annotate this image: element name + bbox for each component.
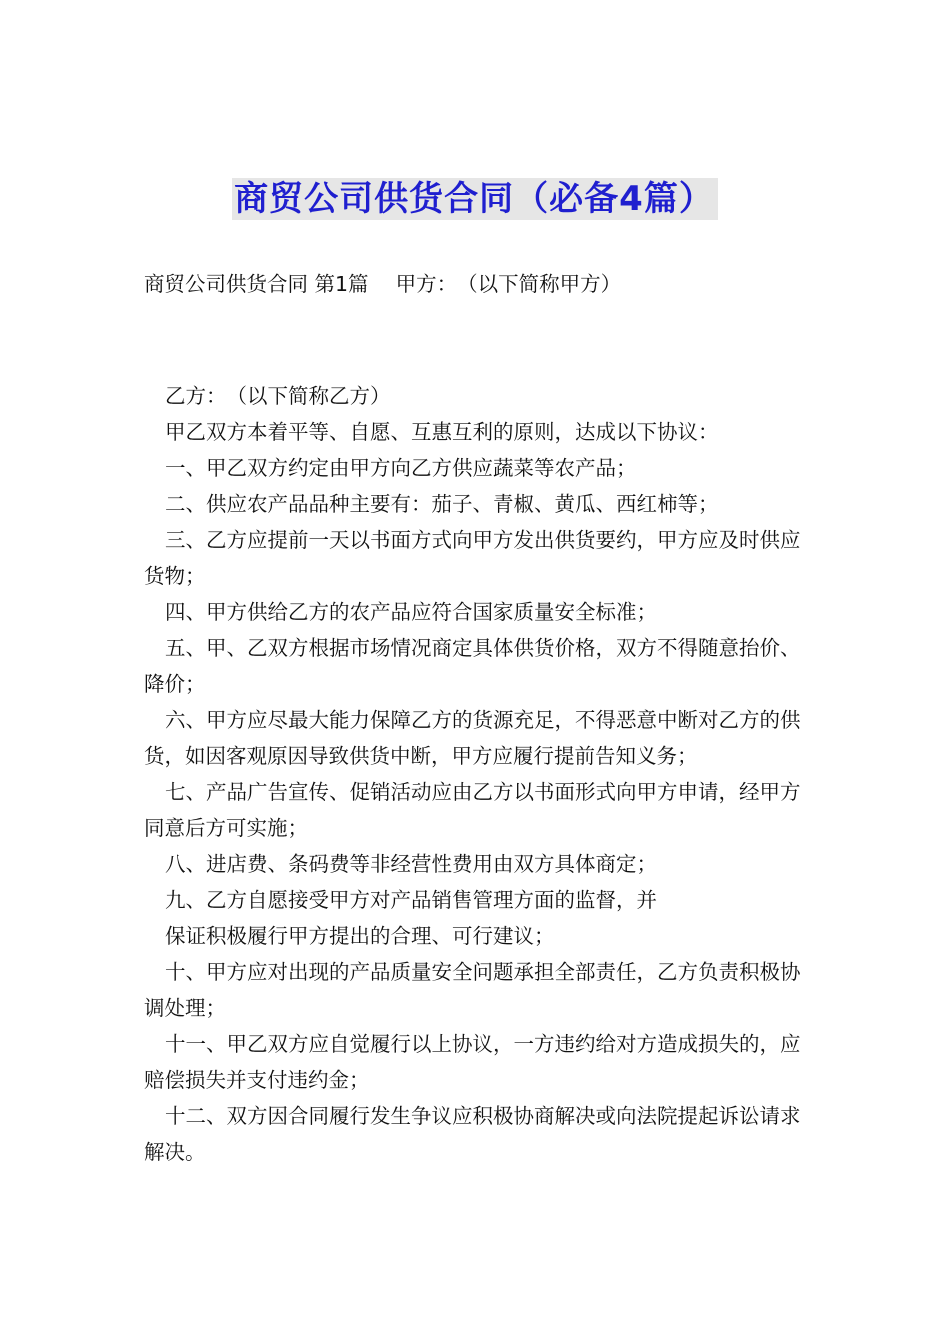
clause-9-continued: 保证积极履行甲方提出的合理、可行建议； — [165, 924, 555, 948]
clause-7: 七、产品广告宣传、促销活动应由乙方以书面形式向甲方申请，经甲方同意后方可实施； — [144, 780, 801, 840]
clause-11: 十一、甲乙双方应自觉履行以上协议，一方违约给对方造成损失的，应赔偿损失并支付违约金； — [144, 1032, 801, 1092]
clause-9: 九、乙方自愿接受甲方对产品销售管理方面的监督，并 — [165, 888, 657, 912]
clause-2: 二、供应农产品品种主要有：茄子、青椒、黄瓜、西红柿等； — [165, 492, 719, 516]
clause-6: 六、甲方应尽最大能力保障乙方的货源充足，不得恶意中断对乙方的供货，如因客观原因导致供货中断，甲方应履行提前告知义务； — [144, 708, 801, 768]
title-container — [0, 178, 950, 220]
clause-10: 十、甲方应对出现的产品质量安全问题承担全部责任，乙方负责积极协调处理； — [144, 960, 801, 1020]
clause-5: 五、甲、乙双方根据市场情况商定具体供货价格，双方不得随意抬价、降价； — [144, 636, 801, 696]
intro-line: 商贸公司供货合同 第1篇 甲方： （以下简称甲方） — [144, 272, 622, 296]
clause-8: 八、进店费、条码费等非经营性费用由双方具体商定； — [165, 852, 657, 876]
clause-1: 一、甲乙双方约定由甲方向乙方供应蔬菜等农产品； — [165, 456, 637, 480]
contract-body — [144, 378, 808, 1170]
paragraph-party-b: 乙方： （以下简称乙方） — [165, 384, 391, 408]
clause-3: 三、乙方应提前一天以书面方式向甲方发出供货要约，甲方应及时供应货物； — [144, 528, 801, 588]
clause-4: 四、甲方供给乙方的农产品应符合国家质量安全标准； — [165, 600, 657, 624]
clause-12: 十二、双方因合同履行发生争议应积极协商解决或向法院提起诉讼请求解决。 — [144, 1104, 801, 1164]
paragraph-preamble: 甲乙双方本着平等、自愿、互惠互利的原则，达成以下协议： — [165, 420, 719, 444]
document-title: 商贸公司供货合同（必备4篇） — [232, 178, 718, 220]
